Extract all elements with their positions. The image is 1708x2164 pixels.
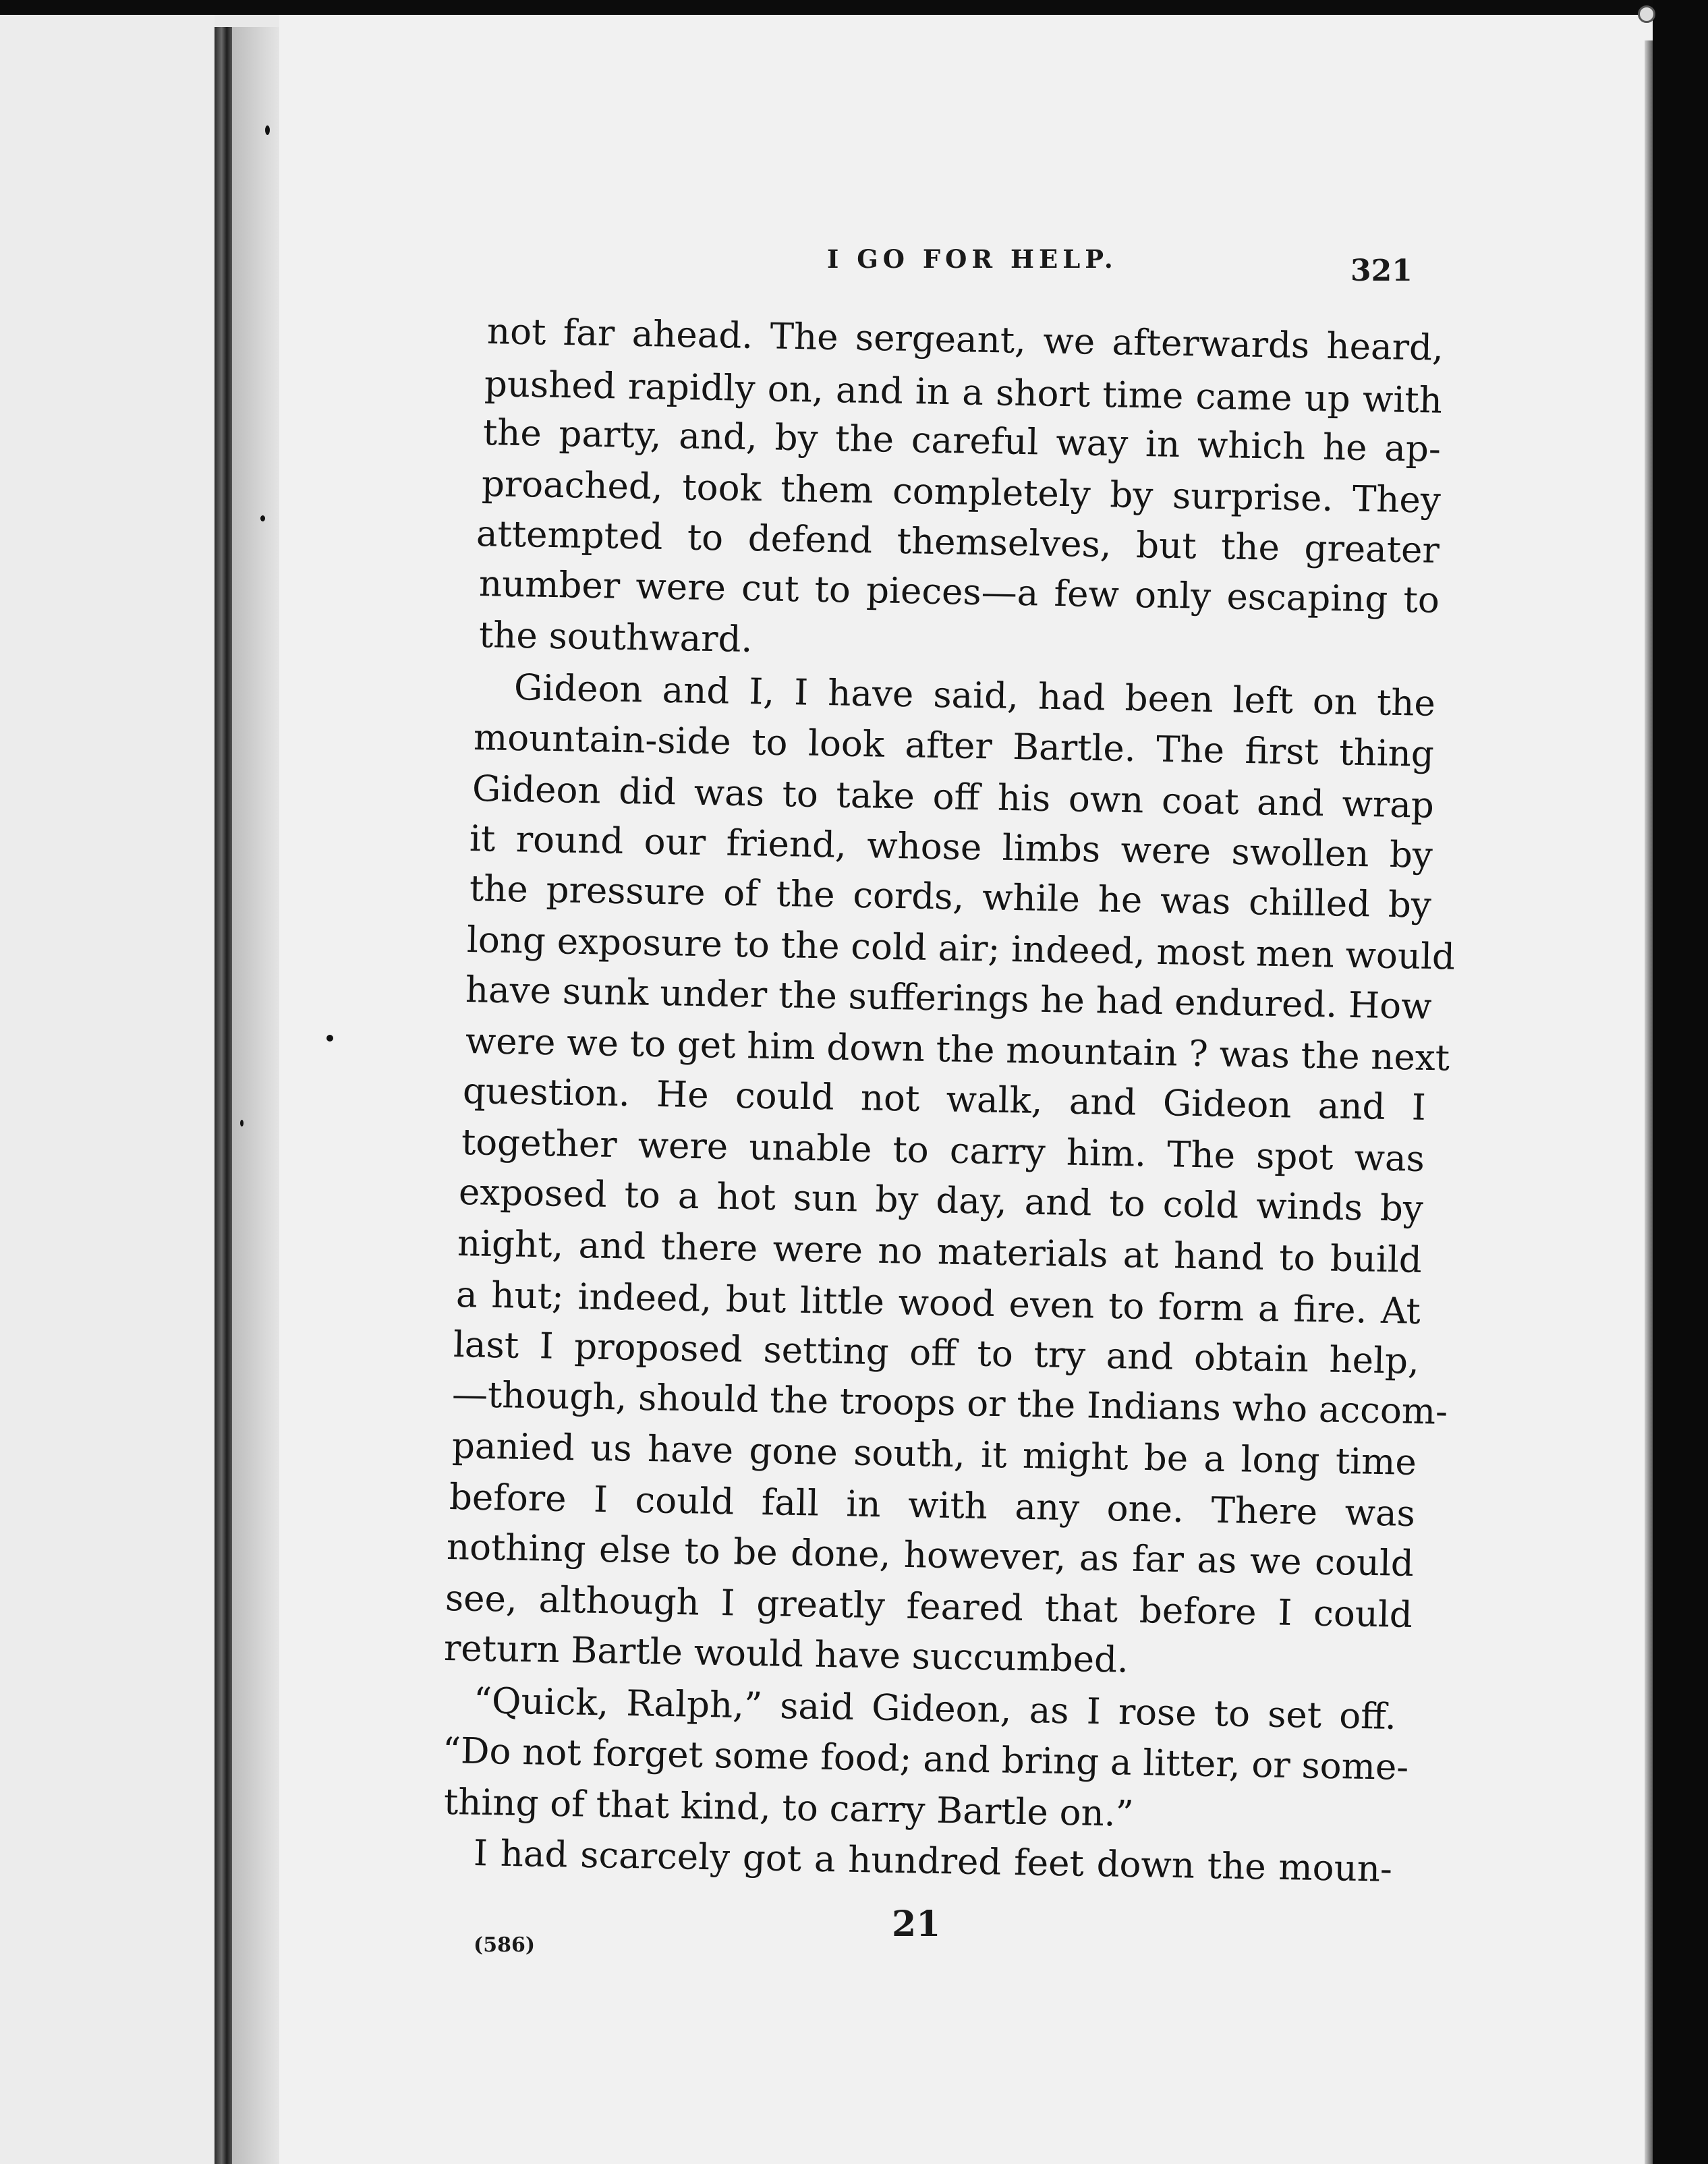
scan-speck [260, 515, 265, 521]
scan-top-border [0, 0, 1708, 15]
text-line: before I could fall in with any one. There was [449, 1477, 1416, 1535]
text-line: it round our friend, whose limbs were swollen by [469, 818, 1433, 876]
running-head: I GO FOR HELP. [827, 244, 1118, 274]
text-line: proached, took them completely by surprise. They [481, 463, 1442, 521]
scan-speck [240, 1120, 244, 1127]
text-line: the party, and, by the careful way in which he ap- [482, 412, 1442, 470]
text-line: not far ahead. The sergeant, we afterwards heard, [486, 311, 1444, 369]
text-line: have sunk under the sufferings he had endured. How [465, 969, 1433, 1027]
text-line: return Bartle would have succumbed. [443, 1628, 1129, 1681]
text-line: nothing else to be done, however, as far as we could [446, 1527, 1415, 1585]
verso-page-edge [0, 15, 215, 2164]
text-line: Gideon and I, I have said, had been left on the [513, 667, 1436, 724]
text-line: attempted to defend themselves, but the greater [476, 513, 1440, 571]
printer-signature-mark: (586) [474, 1933, 536, 1957]
text-line: night, and there were no materials at hand to build [457, 1223, 1423, 1281]
text-line: exposed to a hot sun by day, and to cold winds by [458, 1172, 1424, 1230]
text-line: panied us have gone south, it might be a long time [451, 1425, 1417, 1483]
text-line: “Quick, Ralph,” said Gideon, as I rose to set off. [473, 1680, 1397, 1738]
page-right-edge [1645, 40, 1653, 2164]
scan-speck [326, 1035, 333, 1042]
text-line: were we to get him down the mountain ? was the next [465, 1021, 1450, 1079]
scan-corner-mark [1638, 5, 1655, 23]
text-line: question. He could not walk, and Gideon and I [462, 1071, 1427, 1129]
text-line: the southward. [478, 615, 753, 661]
text-line: “Do not forget some food; and bring a litter, or some- [442, 1730, 1409, 1788]
text-line: long exposure to the cold air; indeed, most men would [466, 919, 1456, 978]
text-line: Gideon did was to take off his own coat and wrap [472, 768, 1435, 826]
text-line: number were cut to pieces—a few only escaping to [478, 563, 1440, 621]
text-line: a hut; indeed, but little wood even to form a fire. At [455, 1274, 1421, 1332]
gutter-shadow [232, 27, 279, 2164]
text-line: the pressure of the cords, while he was chilled by [469, 868, 1432, 926]
text-line: pushed rapidly on, and in a short time came up with [484, 364, 1443, 422]
text-line: thing of that kind, to carry Bartle on.” [443, 1782, 1135, 1835]
signature-number: 21 [892, 1904, 941, 1945]
text-line: together were unable to carry him. The spot was [461, 1122, 1425, 1180]
text-line: see, although I greatly feared that before I could [445, 1578, 1413, 1636]
scan-right-border [1653, 0, 1708, 2164]
page-number: 321 [1350, 254, 1413, 288]
scan-speck [265, 125, 270, 135]
book-gutter [215, 27, 232, 2164]
text-line: mountain-side to look after Bartle. The first thing [473, 717, 1435, 775]
text-line: —though, should the troops or the Indians who accom- [451, 1374, 1448, 1433]
text-line: last I proposed setting off to try and obtain help, [453, 1324, 1420, 1382]
text-line: I had scarcely got a hundred feet down the moun- [473, 1833, 1393, 1890]
